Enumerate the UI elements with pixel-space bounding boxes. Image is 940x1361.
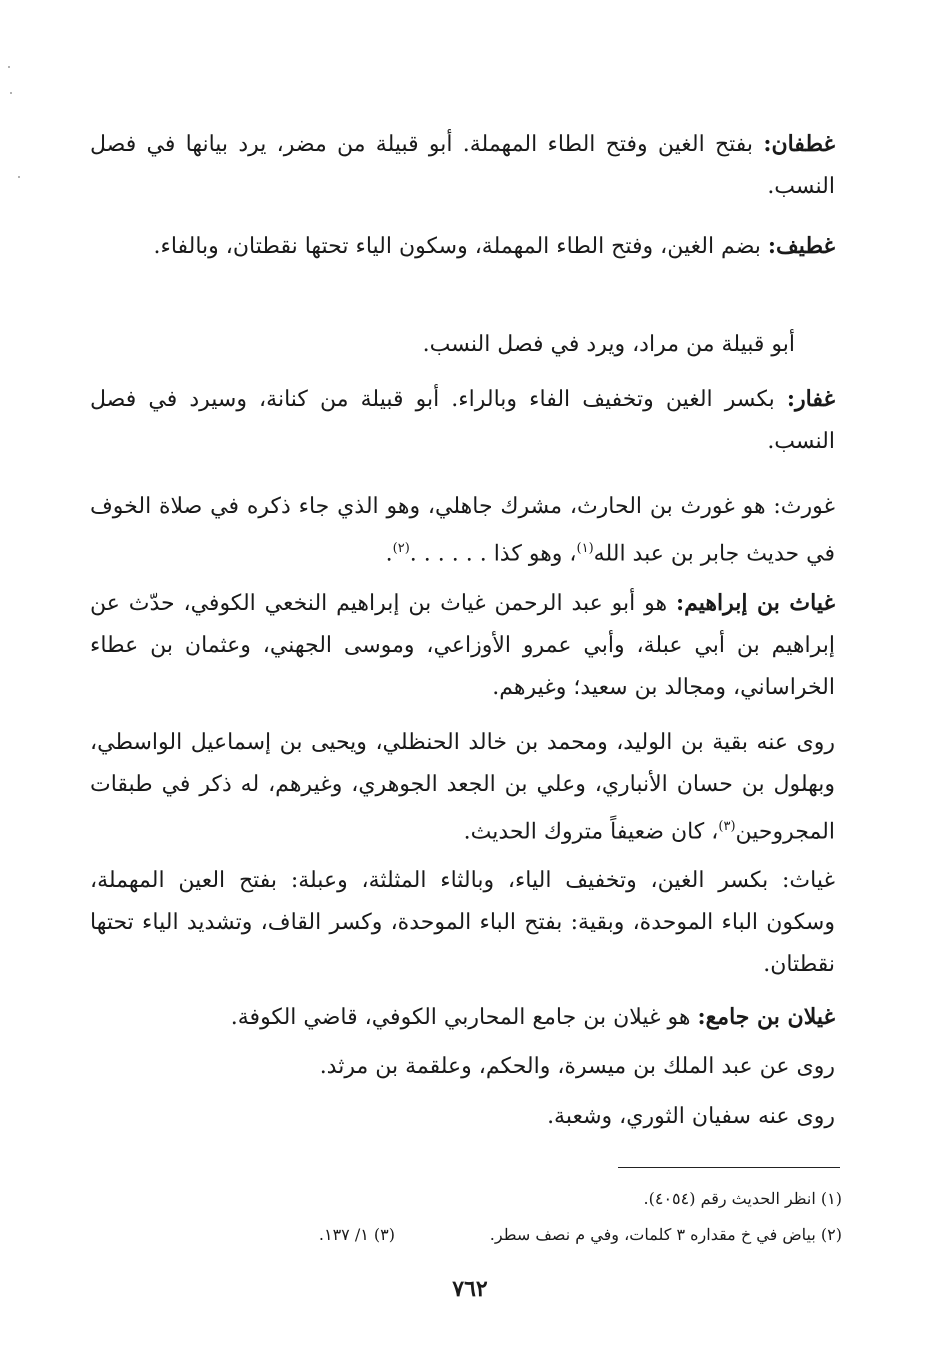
entry-text: غورث: هو غورث بن الحارث، مشرك جاهلي، وهو الذي جاء ذكره في صلاة الخوف في حديث جابر بن عبد الله xyxy=(90,494,835,567)
page-number: ٧٦٢ xyxy=(452,1276,488,1302)
entry-ghaylan-from xyxy=(130,1046,835,1088)
entry-ghiyath xyxy=(90,582,835,709)
footnote-ref-1[interactable]: (١) xyxy=(576,541,594,556)
entry-term: غطيف: xyxy=(767,233,835,259)
entry-ghaylan xyxy=(130,996,835,1039)
footnote-divider xyxy=(618,1167,840,1168)
entry-text: روى عنه بقية بن الوليد، ومحمد بن خالد الحنظلي، ويحيى بن إسماعيل الواسطي، وبهلول بن حسان الأنباري، وعلي بن الجعد الجوهري، وغيرهم، له ذكر في طبقات المجروحين xyxy=(90,730,835,845)
entry-text-end: . xyxy=(385,541,393,567)
entry-ghawrath xyxy=(90,486,835,575)
entry-term: غياث بن إبراهيم: xyxy=(675,590,835,616)
entry-text: بكسر الغين وتخفيف الفاء وبالراء. أبو قبيلة من كنانة، وسيرد في فصل النسب. xyxy=(90,387,835,454)
entry-text-tail: ، كان ضعيفاً متروك الحديث. xyxy=(463,819,719,845)
footnote-ref-2[interactable]: (٢) xyxy=(392,541,410,556)
entry-ghiyath-narrators xyxy=(90,722,835,853)
entry-ghutayf xyxy=(90,225,835,268)
footnote-text: (٣) ١/ ١٣٧. xyxy=(318,1225,395,1244)
entry-text: بضم الغين، وفتح الطاء المهملة، وسكون الياء تحتها نقطتان، وبالفاء. xyxy=(153,234,768,259)
footnote-2 xyxy=(490,1224,842,1246)
entry-text: أبو قبيلة من مراد، ويرد في فصل النسب. xyxy=(422,332,795,357)
entry-term: غطفان: xyxy=(763,131,835,157)
entry-ghiyath-vocalization xyxy=(90,860,835,986)
scan-speck xyxy=(10,92,12,94)
footnote-text: (٢) بياض في خ مقداره ٣ كلمات، وفي م نصف سطر. xyxy=(489,1225,842,1244)
entry-text: غياث: بكسر الغين، وتخفيف الياء، وبالثاء المثلثة، وعبلة: بفتح العين المهملة، وسكون الباء الموحدة، وبقية: بفتح الباء الموحدة، وكسر القاف، وتشديد الياء تحتها نقطتان. xyxy=(90,868,835,977)
entry-text: هو غيلان بن جامع المحاربي الكوفي، قاضي الكوفة. xyxy=(230,1005,698,1030)
scan-speck xyxy=(8,66,10,68)
entry-text: بفتح الغين وفتح الطاء المهملة. أبو قبيلة من مضر، يرد بيانها في فصل النسب. xyxy=(90,132,835,199)
entry-term: غيلان بن جامع: xyxy=(697,1004,835,1030)
entry-text-tail: ، وهو كذا . . . . . . xyxy=(409,541,577,567)
entry-ghaylan-to xyxy=(130,1096,835,1138)
entry-text: هو أبو عبد الرحمن غياث بن إبراهيم النخعي الكوفي، حدّث عن إبراهيم بن أبي عبلة، وأبي عمرو الأوزاعي، وموسى الجهني، وعثمان بن عطاء الخراساني، ومجالد بن سعيد؛ وغيرهم. xyxy=(90,591,835,700)
entry-term: غفار: xyxy=(786,386,835,412)
entry-text: روى عن عبد الملك بن ميسرة، والحكم، وعلقمة بن مرثد. xyxy=(319,1054,835,1079)
entry-ghifar xyxy=(90,378,835,463)
entry-text: روى عنه سفيان الثوري، وشعبة. xyxy=(547,1104,835,1129)
footnote-3 xyxy=(319,1224,395,1246)
scan-speck xyxy=(18,176,20,178)
footnote-1 xyxy=(644,1188,842,1210)
entry-ghutayf-note xyxy=(90,324,835,366)
footnote-ref-3[interactable]: (٣) xyxy=(718,819,736,834)
entry-ghatfan xyxy=(90,123,835,208)
footnote-text: (١) انظر الحديث رقم (٤٠٥٤). xyxy=(643,1189,842,1208)
